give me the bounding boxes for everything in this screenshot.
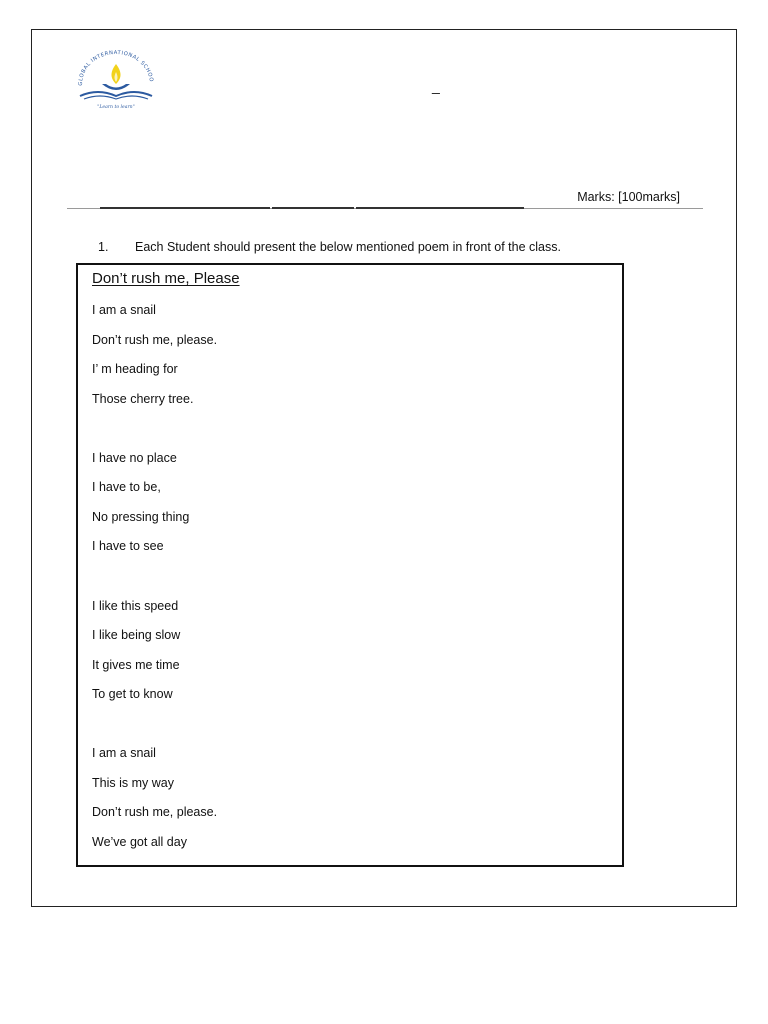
book-icon (80, 92, 152, 96)
header-divider-segment (356, 207, 524, 209)
marks-label: Marks: [100marks] (577, 190, 680, 204)
poem-line: I like being slow (92, 628, 181, 642)
header-divider-segment (272, 207, 354, 209)
instruction-number: 1. (98, 240, 109, 254)
poem-line: Don’t rush me, please. (92, 333, 218, 347)
poem-line: I like this speed (92, 599, 179, 613)
school-logo (70, 44, 162, 112)
instruction-item (98, 240, 561, 254)
poem-line: I am a snail (92, 746, 156, 760)
poem-line: I have to be, (92, 480, 161, 494)
poem-line: Those cherry tree. (92, 392, 194, 406)
poem-title: Don’t rush me, Please (92, 270, 240, 287)
poem-line: I have no place (92, 451, 177, 465)
poem-line: It gives me time (92, 658, 180, 672)
header-divider-segment (100, 207, 270, 209)
poem-box (76, 263, 624, 867)
poem-line: Don’t rush me, please. (92, 805, 218, 819)
poem-line: I am a snail (92, 303, 156, 317)
poem-line: To get to know (92, 687, 173, 701)
svg-text:GLOBAL INTERNATIONAL SCHOOL (70, 44, 154, 86)
poem-line: No pressing thing (92, 510, 190, 524)
header-dash: _ (432, 78, 440, 94)
lamp-icon (102, 84, 130, 90)
poem-line: This is my way (92, 776, 174, 790)
logo-motto: "Learn to learn" (97, 105, 135, 110)
instruction-text: Each Student should present the below mentioned poem in front of the class. (135, 240, 561, 254)
logo-arc-text: GLOBAL INTERNATIONAL SCHOO (77, 49, 155, 86)
poem-line: We’ve got all day (92, 835, 187, 849)
poem-line: I’ m heading for (92, 362, 178, 376)
poem-line: I have to see (92, 539, 164, 553)
